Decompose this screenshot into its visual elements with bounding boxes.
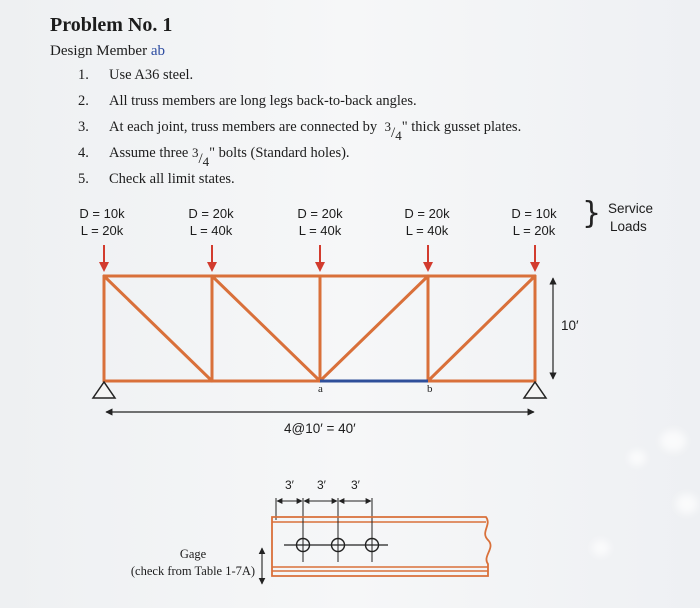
load-label-node-2: D = 20k L = 40k: [188, 206, 234, 238]
list-item: 4. Assume three $^3/_4$ " bolts (Standard holes).: [78, 142, 521, 168]
load-label-node-1: D = 10k L = 20k: [79, 206, 125, 238]
bolt-spacing-label: 3′: [317, 478, 326, 492]
list-item: 3. At each joint, truss members are connected by $^3/_4$ " thick gusset plates.: [78, 116, 521, 142]
diagonal-member: [104, 276, 212, 381]
gage-note: Gage (check from Table 1-7A): [130, 547, 256, 578]
bolt-spacing-label: 3′: [351, 478, 360, 492]
load-arrowhead: [99, 262, 109, 272]
node-b-label: b: [427, 383, 433, 395]
load-arrowhead: [207, 262, 217, 272]
truss-members: [104, 276, 535, 381]
bolt-spacing-label: 3′: [285, 478, 294, 492]
pin-support-left: [93, 382, 115, 398]
load-label-node-3: D = 20k L = 40k: [297, 206, 343, 238]
load-arrowhead: [315, 262, 325, 272]
load-arrowhead: [423, 262, 433, 272]
design-member-id: ab: [150, 43, 165, 59]
pin-support-right: [524, 382, 546, 398]
service-loads-label: Service Loads: [608, 201, 654, 234]
fraction: $^3/_4$: [384, 119, 402, 143]
diagonal-member: [320, 276, 428, 381]
truss-height-label: 10′: [561, 318, 579, 333]
load-label-node-4: D = 20k L = 40k: [404, 206, 450, 238]
node-a-label: a: [318, 383, 323, 395]
list-item: 5. Check all limit states.: [78, 171, 235, 187]
load-arrowhead: [530, 262, 540, 272]
load-arrows: [99, 245, 540, 272]
list-item: 1. Use A36 steel.: [78, 67, 194, 83]
fraction: $^3/_4$: [191, 145, 210, 169]
diagonal-member: [428, 276, 535, 381]
truss-span-label: 4@10′ = 40′: [284, 421, 356, 436]
diagonal-member: [212, 276, 320, 381]
design-prefix: Design Member: [50, 43, 151, 59]
load-label-node-5: D = 10k L = 20k: [511, 206, 557, 238]
problem-title: Problem No. 1: [50, 14, 173, 36]
list-item: 2. All truss members are long legs back-to-back angles.: [78, 93, 417, 109]
connection-detail: [262, 498, 491, 584]
brace-icon: }: [582, 196, 602, 231]
